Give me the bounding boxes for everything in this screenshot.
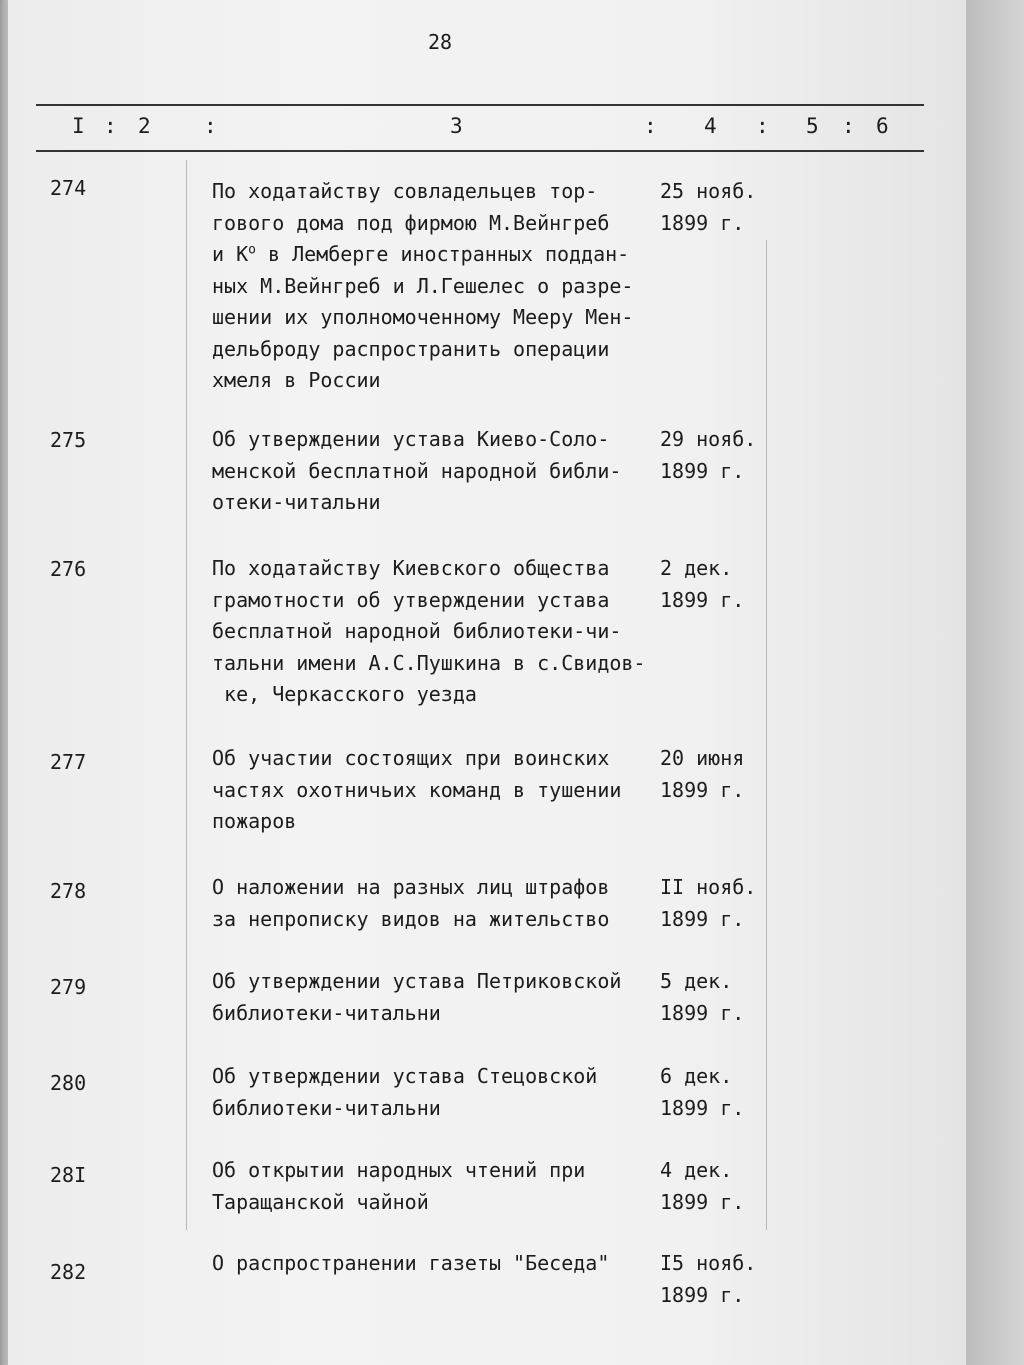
entry-number: 280: [50, 1071, 87, 1095]
entry-date: 29 нояб. 1899 г.: [660, 427, 757, 483]
entry-number: 28I: [50, 1163, 87, 1187]
header-top-rule: [36, 104, 924, 106]
column-header-separator: :: [204, 114, 217, 138]
entry-description: По ходатайству совладельцев тор- гового дома под фирмою М.Вейнгреб и $К^о$ в Лемберге иностранных поддан- ных М.Вейнгреб и Л.Гешелес о разре- шении их уполномоченному Мееру Мен- дельброду распространить операции хмеля в России: [212, 179, 634, 392]
entry-description: Об утверждении устава Киево-Соло- менской бесплатной народной библи- отеки-читальни: [212, 427, 622, 514]
page-number: 28: [428, 30, 453, 54]
entry-description: Об утверждении устава Стецовской библиотеки-читальни: [212, 1064, 598, 1120]
column-header-separator: :: [842, 114, 855, 138]
column-header-separator: :: [644, 114, 657, 138]
next-page-edge: [966, 0, 1024, 1365]
entry-date: 6 дек. 1899 г.: [660, 1064, 745, 1120]
column-header-4: 4: [704, 114, 717, 138]
column-divider: [186, 160, 187, 1230]
column-header-2: 2: [138, 114, 151, 138]
column-header-6: 6: [876, 114, 889, 138]
entry-description: Об участии состоящих при воинских частях охотничьих команд в тушении пожаров: [212, 746, 622, 833]
entry-description: Об утверждении устава Петриковской библиотеки-читальни: [212, 969, 622, 1025]
entry-number: 274: [50, 176, 87, 200]
entry-description: Об открытии народных чтений при Таращанской чайной: [212, 1158, 586, 1214]
entry-date: II нояб. 1899 г.: [660, 875, 757, 931]
column-header-separator: :: [104, 114, 117, 138]
entry-number: 277: [50, 750, 87, 774]
column-header-separator: :: [756, 114, 769, 138]
entry-date: 5 дек. 1899 г.: [660, 969, 745, 1025]
entry-description: По ходатайству Киевского общества грамотности об утверждении устава бесплатной народной библиотеки-чи- тальни имени А.С.Пушкина в с.Свидов- ке, Черкасского уезда: [212, 556, 646, 706]
column-header-5: 5: [806, 114, 819, 138]
column-header-1: I: [72, 114, 85, 138]
column-header-3: 3: [450, 114, 463, 138]
entry-date: 20 июня 1899 г.: [660, 746, 745, 802]
entry-date: 25 нояб. 1899 г.: [660, 179, 757, 235]
header-bottom-rule: [36, 150, 924, 152]
entry-number: 276: [50, 557, 87, 581]
entry-description: О распространении газеты "Беседа": [212, 1251, 610, 1275]
entry-number: 275: [50, 428, 87, 452]
entry-date: I5 нояб. 1899 г.: [660, 1251, 757, 1307]
entry-number: 278: [50, 879, 87, 903]
entry-description: О наложении на разных лиц штрафов за непрописку видов на жительство: [212, 875, 610, 931]
entry-date: 4 дек. 1899 г.: [660, 1158, 745, 1214]
entry-number: 279: [50, 975, 87, 999]
entry-date: 2 дек. 1899 г.: [660, 556, 745, 612]
entry-number: 282: [50, 1260, 87, 1284]
